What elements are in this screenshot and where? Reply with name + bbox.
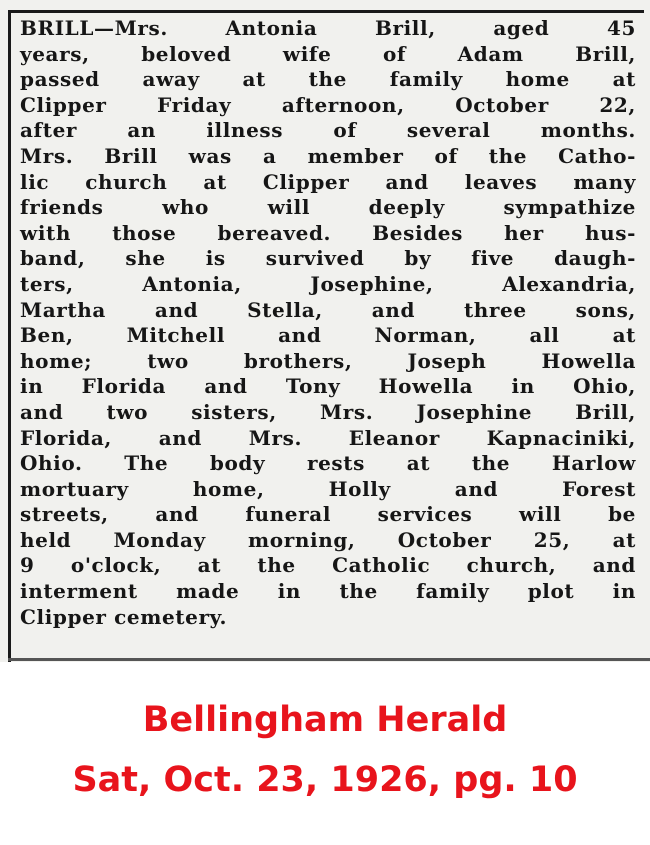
obituary-line: streets, and funeral services will be (20, 502, 636, 527)
obituary-line: Martha and Stella, and three sons, (20, 297, 636, 322)
obituary-text (20, 16, 636, 630)
left-rule (8, 10, 11, 662)
obituary-line: Ben, Mitchell and Norman, all at (20, 323, 636, 348)
source-caption-date: Sat, Oct. 23, 1926, pg. 10 (72, 760, 578, 800)
obituary-line: 9 o'clock, at the Catholic church, and (20, 553, 636, 578)
obituary-line: interment made in the family plot in (20, 579, 636, 604)
obituary-line: Clipper cemetery. (20, 604, 228, 629)
obituary-line: years, beloved wife of Adam Brill, (20, 41, 636, 66)
top-rule (10, 10, 644, 13)
obituary-line: ters, Antonia, Josephine, Alexandria, (20, 271, 636, 296)
obituary-line: held Monday morning, October 25, at (20, 527, 636, 552)
obituary-line: Ohio. The body rests at the Harlow (20, 451, 636, 476)
source-caption-newspaper: Bellingham Herald (142, 700, 508, 740)
obituary-line: with those bereaved. Besides her hus- (20, 220, 636, 245)
obituary-line: mortuary home, Holly and Forest (20, 476, 636, 501)
obituary-line: passed away at the family home at (20, 67, 636, 92)
obituary-line: friends who will deeply sympathize (20, 195, 636, 220)
obituary-line: in Florida and Tony Howella in Ohio, (20, 374, 636, 399)
bottom-rule (8, 658, 650, 661)
obituary-line: Clipper Friday afternoon, October 22, (20, 92, 636, 117)
obituary-line: after an illness of several months. (20, 118, 636, 143)
obituary-line: Mrs. Brill was a member of the Catho- (20, 143, 636, 168)
obituary-line: band, she is survived by five daugh- (20, 246, 636, 271)
obituary-line: and two sisters, Mrs. Josephine Brill, (20, 399, 636, 424)
obituary-line: home; two brothers, Joseph Howella (20, 348, 636, 373)
obituary-line: BRILL—Mrs. Antonia Brill, aged 45 (20, 16, 636, 40)
obituary-line: lic church at Clipper and leaves many (20, 169, 636, 194)
obituary-line: Florida, and Mrs. Eleanor Kapnaciniki, (20, 425, 636, 450)
